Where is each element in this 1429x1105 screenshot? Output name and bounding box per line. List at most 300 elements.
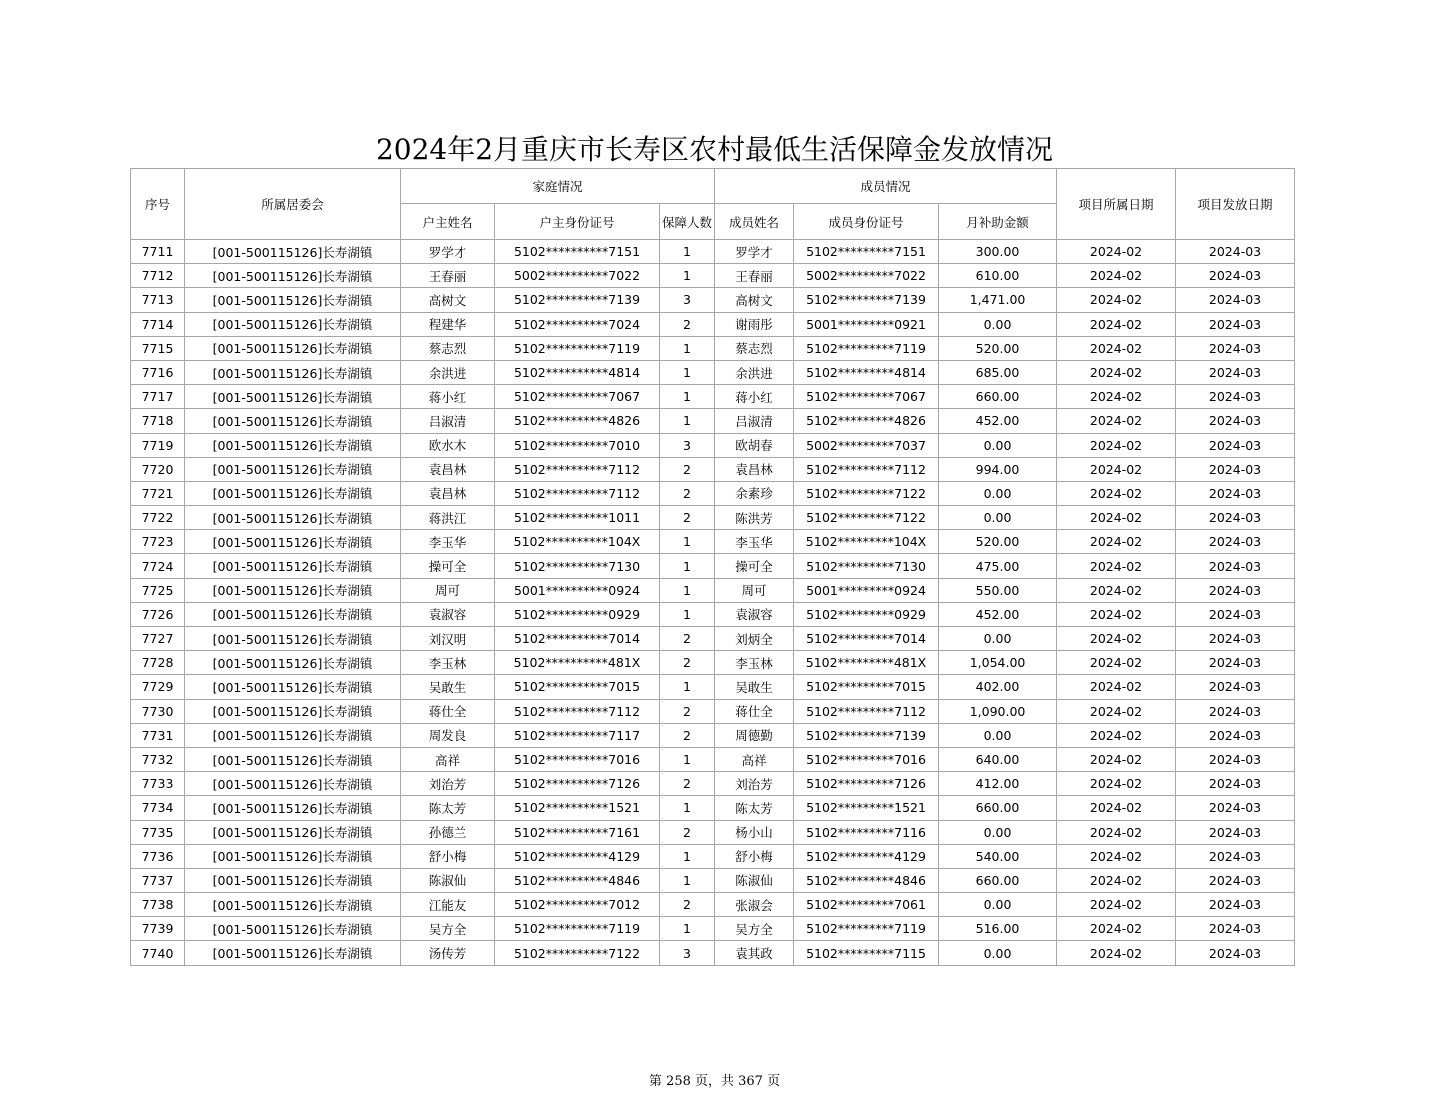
member-id-cell: 5102*********4814 (794, 360, 939, 384)
head-id-cell: 5102**********7112 (495, 699, 660, 723)
head-name-cell: 操可全 (401, 554, 495, 578)
member-name-cell: 罗学才 (715, 240, 794, 264)
member-id-cell: 5102*********7061 (794, 893, 939, 917)
community-cell: [001-500115126]长寿湖镇 (185, 602, 401, 626)
member-id-cell: 5102*********4826 (794, 409, 939, 433)
seq-cell: 7739 (131, 917, 185, 941)
seq-cell: 7726 (131, 602, 185, 626)
issue-month-cell: 2024-03 (1176, 288, 1295, 312)
project-month-cell: 2024-02 (1057, 481, 1176, 505)
community-cell: [001-500115126]长寿湖镇 (185, 530, 401, 554)
head-id-cell: 5102**********7126 (495, 772, 660, 796)
community-cell: [001-500115126]长寿湖镇 (185, 578, 401, 602)
seq-cell: 7717 (131, 385, 185, 409)
member-id-cell: 5102*********4846 (794, 868, 939, 892)
monthly-amount-cell: 550.00 (939, 578, 1057, 602)
community-cell: [001-500115126]长寿湖镇 (185, 699, 401, 723)
member-name-cell: 高树文 (715, 288, 794, 312)
table-row (131, 699, 1295, 723)
member-name-cell: 李玉华 (715, 530, 794, 554)
project-month-cell: 2024-02 (1057, 264, 1176, 288)
issue-month-cell: 2024-03 (1176, 893, 1295, 917)
member-name-cell: 舒小梅 (715, 844, 794, 868)
monthly-amount-cell: 0.00 (939, 433, 1057, 457)
table-row (131, 481, 1295, 505)
head-name-cell: 陈太芳 (401, 796, 495, 820)
member-name-cell: 吴方全 (715, 917, 794, 941)
issue-month-cell: 2024-03 (1176, 336, 1295, 360)
covered-count-cell: 2 (660, 723, 715, 747)
monthly-amount-cell: 0.00 (939, 506, 1057, 530)
project-month-cell: 2024-02 (1057, 385, 1176, 409)
table-row (131, 554, 1295, 578)
member-id-cell: 5102*********7016 (794, 747, 939, 771)
table-row (131, 941, 1295, 965)
member-id-cell: 5001*********0924 (794, 578, 939, 602)
monthly-amount-cell: 0.00 (939, 941, 1057, 965)
monthly-amount-cell: 1,054.00 (939, 651, 1057, 675)
community-cell: [001-500115126]长寿湖镇 (185, 433, 401, 457)
covered-count-cell: 1 (660, 360, 715, 384)
community-cell: [001-500115126]长寿湖镇 (185, 312, 401, 336)
project-month-cell: 2024-02 (1057, 578, 1176, 602)
table-body (131, 240, 1295, 966)
monthly-amount-cell: 1,471.00 (939, 288, 1057, 312)
head-name-cell: 袁淑容 (401, 602, 495, 626)
monthly-amount-cell: 0.00 (939, 627, 1057, 651)
community-cell: [001-500115126]长寿湖镇 (185, 917, 401, 941)
project-month-cell: 2024-02 (1057, 917, 1176, 941)
page-title: 2024年2月重庆市长寿区农村最低生活保障金发放情况 (375, 133, 1054, 166)
issue-month-cell: 2024-03 (1176, 796, 1295, 820)
table-row (131, 772, 1295, 796)
seq-cell: 7723 (131, 530, 185, 554)
member-name-cell: 操可全 (715, 554, 794, 578)
head-id-cell: 5102**********7117 (495, 723, 660, 747)
member-name-cell: 吕淑清 (715, 409, 794, 433)
monthly-amount-cell: 0.00 (939, 312, 1057, 336)
covered-count-cell: 1 (660, 409, 715, 433)
community-cell: [001-500115126]长寿湖镇 (185, 868, 401, 892)
table-row (131, 868, 1295, 892)
issue-month-cell: 2024-03 (1176, 312, 1295, 336)
head-name-cell: 孙德兰 (401, 820, 495, 844)
issue-month-cell: 2024-03 (1176, 360, 1295, 384)
issue-month-cell: 2024-03 (1176, 747, 1295, 771)
head-name-cell: 高祥 (401, 747, 495, 771)
issue-month-cell: 2024-03 (1176, 433, 1295, 457)
member-id-cell: 5102*********7112 (794, 457, 939, 481)
table-row (131, 917, 1295, 941)
covered-count-cell: 2 (660, 651, 715, 675)
covered-count-cell: 2 (660, 506, 715, 530)
issue-month-cell: 2024-03 (1176, 240, 1295, 264)
covered-count-cell: 1 (660, 675, 715, 699)
head-name-cell: 吴敢生 (401, 675, 495, 699)
monthly-amount-cell: 520.00 (939, 530, 1057, 554)
head-id-cell: 5102**********7130 (495, 554, 660, 578)
head-id-cell: 5102**********7119 (495, 917, 660, 941)
head-id-cell: 5102**********7151 (495, 240, 660, 264)
seq-cell: 7711 (131, 240, 185, 264)
project-month-cell: 2024-02 (1057, 240, 1176, 264)
covered-count-cell: 1 (660, 530, 715, 554)
head-name-cell: 蒋洪江 (401, 506, 495, 530)
issue-month-cell: 2024-03 (1176, 772, 1295, 796)
member-name-cell: 蔡志烈 (715, 336, 794, 360)
covered-count-cell: 1 (660, 385, 715, 409)
member-name-cell: 刘治芳 (715, 772, 794, 796)
header-head-name: 户主姓名 (401, 204, 495, 240)
seq-cell: 7720 (131, 457, 185, 481)
issue-month-cell: 2024-03 (1176, 868, 1295, 892)
head-name-cell: 周可 (401, 578, 495, 602)
covered-count-cell: 1 (660, 578, 715, 602)
head-id-cell: 5102**********0929 (495, 602, 660, 626)
seq-cell: 7737 (131, 868, 185, 892)
member-id-cell: 5102*********1521 (794, 796, 939, 820)
covered-count-cell: 1 (660, 844, 715, 868)
monthly-amount-cell: 660.00 (939, 868, 1057, 892)
head-name-cell: 蔡志烈 (401, 336, 495, 360)
monthly-amount-cell: 0.00 (939, 893, 1057, 917)
head-id-cell: 5102**********7112 (495, 457, 660, 481)
issue-month-cell: 2024-03 (1176, 554, 1295, 578)
member-id-cell: 5102*********0929 (794, 602, 939, 626)
member-name-cell: 袁昌林 (715, 457, 794, 481)
covered-count-cell: 2 (660, 893, 715, 917)
member-name-cell: 蒋仕全 (715, 699, 794, 723)
head-id-cell: 5102**********7122 (495, 941, 660, 965)
head-id-cell: 5102**********7014 (495, 627, 660, 651)
head-name-cell: 王春丽 (401, 264, 495, 288)
member-id-cell: 5102*********7112 (794, 699, 939, 723)
project-month-cell: 2024-02 (1057, 602, 1176, 626)
monthly-amount-cell: 685.00 (939, 360, 1057, 384)
table-row (131, 602, 1295, 626)
table-row (131, 240, 1295, 264)
member-name-cell: 陈洪芳 (715, 506, 794, 530)
member-name-cell: 蒋小红 (715, 385, 794, 409)
table-row (131, 433, 1295, 457)
project-month-cell: 2024-02 (1057, 360, 1176, 384)
community-cell: [001-500115126]长寿湖镇 (185, 941, 401, 965)
community-cell: [001-500115126]长寿湖镇 (185, 772, 401, 796)
issue-month-cell: 2024-03 (1176, 917, 1295, 941)
member-id-cell: 5102*********7122 (794, 506, 939, 530)
community-cell: [001-500115126]长寿湖镇 (185, 820, 401, 844)
project-month-cell: 2024-02 (1057, 530, 1176, 554)
seq-cell: 7713 (131, 288, 185, 312)
head-name-cell: 周发良 (401, 723, 495, 747)
project-month-cell: 2024-02 (1057, 288, 1176, 312)
member-id-cell: 5102*********7115 (794, 941, 939, 965)
member-id-cell: 5102*********7014 (794, 627, 939, 651)
project-month-cell: 2024-02 (1057, 941, 1176, 965)
table-row (131, 893, 1295, 917)
table-row (131, 796, 1295, 820)
member-id-cell: 5102*********7139 (794, 723, 939, 747)
monthly-amount-cell: 660.00 (939, 385, 1057, 409)
member-id-cell: 5102*********4129 (794, 844, 939, 868)
monthly-amount-cell: 516.00 (939, 917, 1057, 941)
issue-month-cell: 2024-03 (1176, 699, 1295, 723)
covered-count-cell: 2 (660, 699, 715, 723)
member-name-cell: 周可 (715, 578, 794, 602)
allowance-table (130, 168, 1295, 966)
header-issue-month: 项目发放日期 (1176, 169, 1295, 240)
table-row (131, 675, 1295, 699)
member-id-cell: 5102*********7116 (794, 820, 939, 844)
project-month-cell: 2024-02 (1057, 868, 1176, 892)
member-id-cell: 5102*********7119 (794, 917, 939, 941)
page-footer: 第 258 页，共 367 页 (648, 1074, 781, 1089)
seq-cell: 7712 (131, 264, 185, 288)
issue-month-cell: 2024-03 (1176, 506, 1295, 530)
table-row (131, 312, 1295, 336)
head-name-cell: 蒋仕全 (401, 699, 495, 723)
community-cell: [001-500115126]长寿湖镇 (185, 385, 401, 409)
covered-count-cell: 2 (660, 627, 715, 651)
issue-month-cell: 2024-03 (1176, 723, 1295, 747)
head-id-cell: 5102**********7012 (495, 893, 660, 917)
head-id-cell: 5102**********4826 (495, 409, 660, 433)
head-id-cell: 5102**********4129 (495, 844, 660, 868)
covered-count-cell: 1 (660, 868, 715, 892)
monthly-amount-cell: 0.00 (939, 820, 1057, 844)
head-name-cell: 吴方全 (401, 917, 495, 941)
header-family-group: 家庭情况 (401, 169, 715, 204)
monthly-amount-cell: 452.00 (939, 409, 1057, 433)
head-id-cell: 5102**********7067 (495, 385, 660, 409)
monthly-amount-cell: 610.00 (939, 264, 1057, 288)
project-month-cell: 2024-02 (1057, 457, 1176, 481)
table-row (131, 651, 1295, 675)
table-row (131, 723, 1295, 747)
community-cell: [001-500115126]长寿湖镇 (185, 627, 401, 651)
issue-month-cell: 2024-03 (1176, 627, 1295, 651)
project-month-cell: 2024-02 (1057, 772, 1176, 796)
header-member-name: 成员姓名 (715, 204, 794, 240)
head-id-cell: 5002**********7022 (495, 264, 660, 288)
issue-month-cell: 2024-03 (1176, 602, 1295, 626)
community-cell: [001-500115126]长寿湖镇 (185, 409, 401, 433)
issue-month-cell: 2024-03 (1176, 820, 1295, 844)
head-name-cell: 江能友 (401, 893, 495, 917)
project-month-cell: 2024-02 (1057, 723, 1176, 747)
head-name-cell: 高树文 (401, 288, 495, 312)
monthly-amount-cell: 452.00 (939, 602, 1057, 626)
seq-cell: 7740 (131, 941, 185, 965)
table-row (131, 578, 1295, 602)
head-id-cell: 5102**********4814 (495, 360, 660, 384)
table-header (131, 169, 1295, 240)
community-cell: [001-500115126]长寿湖镇 (185, 796, 401, 820)
seq-cell: 7728 (131, 651, 185, 675)
project-month-cell: 2024-02 (1057, 433, 1176, 457)
head-id-cell: 5102**********7119 (495, 336, 660, 360)
member-id-cell: 5102*********7122 (794, 481, 939, 505)
member-id-cell: 5001*********0921 (794, 312, 939, 336)
table-row (131, 747, 1295, 771)
issue-month-cell: 2024-03 (1176, 844, 1295, 868)
seq-cell: 7735 (131, 820, 185, 844)
head-name-cell: 李玉林 (401, 651, 495, 675)
monthly-amount-cell: 640.00 (939, 747, 1057, 771)
table-row (131, 336, 1295, 360)
project-month-cell: 2024-02 (1057, 820, 1176, 844)
issue-month-cell: 2024-03 (1176, 651, 1295, 675)
issue-month-cell: 2024-03 (1176, 385, 1295, 409)
table-row (131, 385, 1295, 409)
head-id-cell: 5102**********104X (495, 530, 660, 554)
project-month-cell: 2024-02 (1057, 336, 1176, 360)
head-id-cell: 5102**********1011 (495, 506, 660, 530)
head-id-cell: 5102**********1521 (495, 796, 660, 820)
community-cell: [001-500115126]长寿湖镇 (185, 481, 401, 505)
member-name-cell: 吴敢生 (715, 675, 794, 699)
header-member-group: 成员情况 (715, 169, 1057, 204)
monthly-amount-cell: 412.00 (939, 772, 1057, 796)
project-month-cell: 2024-02 (1057, 627, 1176, 651)
covered-count-cell: 1 (660, 796, 715, 820)
monthly-amount-cell: 520.00 (939, 336, 1057, 360)
covered-count-cell: 2 (660, 820, 715, 844)
table-row (131, 530, 1295, 554)
head-name-cell: 欧水木 (401, 433, 495, 457)
head-name-cell: 刘汉明 (401, 627, 495, 651)
member-name-cell: 周德勤 (715, 723, 794, 747)
member-id-cell: 5102*********481X (794, 651, 939, 675)
covered-count-cell: 1 (660, 917, 715, 941)
member-name-cell: 杨小山 (715, 820, 794, 844)
project-month-cell: 2024-02 (1057, 747, 1176, 771)
table-row (131, 820, 1295, 844)
table-row (131, 360, 1295, 384)
monthly-amount-cell: 540.00 (939, 844, 1057, 868)
member-id-cell: 5102*********7067 (794, 385, 939, 409)
seq-cell: 7725 (131, 578, 185, 602)
header-member-id: 成员身份证号 (794, 204, 939, 240)
seq-cell: 7719 (131, 433, 185, 457)
seq-cell: 7730 (131, 699, 185, 723)
monthly-amount-cell: 660.00 (939, 796, 1057, 820)
member-id-cell: 5102*********7015 (794, 675, 939, 699)
covered-count-cell: 2 (660, 312, 715, 336)
project-month-cell: 2024-02 (1057, 675, 1176, 699)
seq-cell: 7736 (131, 844, 185, 868)
head-id-cell: 5102**********7010 (495, 433, 660, 457)
community-cell: [001-500115126]长寿湖镇 (185, 893, 401, 917)
table-row (131, 844, 1295, 868)
head-id-cell: 5102**********7112 (495, 481, 660, 505)
covered-count-cell: 1 (660, 747, 715, 771)
project-month-cell: 2024-02 (1057, 409, 1176, 433)
project-month-cell: 2024-02 (1057, 506, 1176, 530)
community-cell: [001-500115126]长寿湖镇 (185, 506, 401, 530)
table-row (131, 409, 1295, 433)
header-head-id: 户主身份证号 (495, 204, 660, 240)
community-cell: [001-500115126]长寿湖镇 (185, 288, 401, 312)
issue-month-cell: 2024-03 (1176, 457, 1295, 481)
table-row (131, 457, 1295, 481)
head-name-cell: 袁昌林 (401, 457, 495, 481)
member-name-cell: 李玉林 (715, 651, 794, 675)
member-name-cell: 陈淑仙 (715, 868, 794, 892)
project-month-cell: 2024-02 (1057, 796, 1176, 820)
monthly-amount-cell: 0.00 (939, 723, 1057, 747)
seq-cell: 7733 (131, 772, 185, 796)
issue-month-cell: 2024-03 (1176, 530, 1295, 554)
head-name-cell: 吕淑清 (401, 409, 495, 433)
community-cell: [001-500115126]长寿湖镇 (185, 554, 401, 578)
head-id-cell: 5102**********7139 (495, 288, 660, 312)
member-name-cell: 张淑会 (715, 893, 794, 917)
seq-cell: 7715 (131, 336, 185, 360)
header-monthly-amount: 月补助金额 (939, 204, 1057, 240)
table-row (131, 288, 1295, 312)
seq-cell: 7727 (131, 627, 185, 651)
head-id-cell: 5102**********7161 (495, 820, 660, 844)
member-name-cell: 刘炳全 (715, 627, 794, 651)
community-cell: [001-500115126]长寿湖镇 (185, 675, 401, 699)
member-id-cell: 5002*********7037 (794, 433, 939, 457)
seq-cell: 7734 (131, 796, 185, 820)
community-cell: [001-500115126]长寿湖镇 (185, 457, 401, 481)
project-month-cell: 2024-02 (1057, 651, 1176, 675)
monthly-amount-cell: 300.00 (939, 240, 1057, 264)
head-name-cell: 蒋小红 (401, 385, 495, 409)
head-id-cell: 5102**********7015 (495, 675, 660, 699)
member-id-cell: 5102*********7139 (794, 288, 939, 312)
covered-count-cell: 3 (660, 433, 715, 457)
head-id-cell: 5102**********7016 (495, 747, 660, 771)
head-name-cell: 刘治芳 (401, 772, 495, 796)
covered-count-cell: 1 (660, 336, 715, 360)
member-name-cell: 余洪进 (715, 360, 794, 384)
project-month-cell: 2024-02 (1057, 844, 1176, 868)
seq-cell: 7722 (131, 506, 185, 530)
seq-cell: 7729 (131, 675, 185, 699)
covered-count-cell: 1 (660, 240, 715, 264)
community-cell: [001-500115126]长寿湖镇 (185, 360, 401, 384)
head-id-cell: 5102**********4846 (495, 868, 660, 892)
head-id-cell: 5102**********7024 (495, 312, 660, 336)
member-name-cell: 陈太芳 (715, 796, 794, 820)
covered-count-cell: 2 (660, 772, 715, 796)
head-id-cell: 5001**********0924 (495, 578, 660, 602)
issue-month-cell: 2024-03 (1176, 675, 1295, 699)
member-name-cell: 欧胡春 (715, 433, 794, 457)
header-community: 所属居委会 (185, 169, 401, 240)
seq-cell: 7714 (131, 312, 185, 336)
head-name-cell: 汤传芳 (401, 941, 495, 965)
header-project-month: 项目所属日期 (1057, 169, 1176, 240)
issue-month-cell: 2024-03 (1176, 409, 1295, 433)
issue-month-cell: 2024-03 (1176, 481, 1295, 505)
member-name-cell: 袁其政 (715, 941, 794, 965)
member-name-cell: 余素珍 (715, 481, 794, 505)
covered-count-cell: 1 (660, 264, 715, 288)
community-cell: [001-500115126]长寿湖镇 (185, 844, 401, 868)
member-id-cell: 5102*********7126 (794, 772, 939, 796)
member-id-cell: 5102*********7119 (794, 336, 939, 360)
member-id-cell: 5102*********7130 (794, 554, 939, 578)
monthly-amount-cell: 475.00 (939, 554, 1057, 578)
community-cell: [001-500115126]长寿湖镇 (185, 747, 401, 771)
issue-month-cell: 2024-03 (1176, 578, 1295, 602)
member-name-cell: 王春丽 (715, 264, 794, 288)
